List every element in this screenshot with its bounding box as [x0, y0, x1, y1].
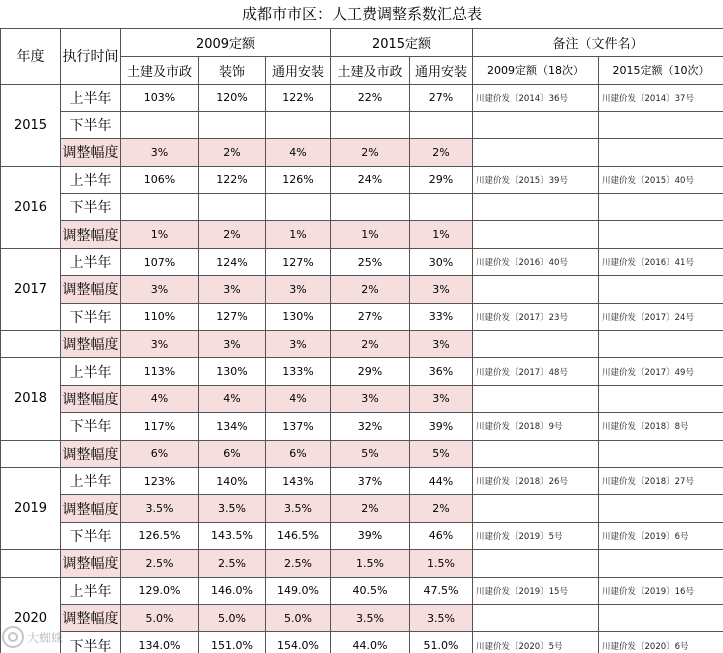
exec-time-header: 执行时间	[61, 28, 121, 84]
value-cell: 120%	[199, 84, 266, 111]
value-cell: 3%	[121, 139, 199, 166]
value-cell: 40.5%	[331, 577, 410, 604]
table-row	[1, 550, 723, 577]
value-cell: 3.5%	[199, 495, 266, 522]
value-cell: 6%	[199, 440, 266, 467]
table-row	[1, 139, 723, 166]
value-cell: 4%	[266, 385, 331, 412]
value-cell: 134.0%	[121, 632, 199, 653]
remark-2015-cell	[599, 495, 723, 522]
value-cell: 27%	[410, 84, 473, 111]
remark-2015-cell	[599, 276, 723, 303]
value-cell: 3%	[410, 385, 473, 412]
value-cell: 151.0%	[199, 632, 266, 653]
period-label: 上半年	[61, 84, 121, 111]
remark-2015-cell	[599, 194, 723, 221]
value-cell: 2%	[331, 495, 410, 522]
table-row	[1, 413, 723, 440]
value-cell: 1.5%	[331, 550, 410, 577]
remark-2015-cell	[599, 331, 723, 358]
value-cell: 126.5%	[121, 522, 199, 549]
value-cell: 2%	[410, 495, 473, 522]
year-cell: 2016	[1, 166, 61, 248]
table-row	[1, 303, 723, 330]
col-2009-deco: 装饰	[199, 56, 266, 84]
value-cell: 30%	[410, 248, 473, 275]
remark-2015-header: 2015定额（10次）	[599, 56, 723, 84]
period-label: 下半年	[61, 303, 121, 330]
value-cell	[331, 111, 410, 138]
value-cell: 154.0%	[266, 632, 331, 653]
value-cell: 106%	[121, 166, 199, 193]
year-cell: 2020	[1, 577, 61, 653]
value-cell: 5.0%	[199, 604, 266, 631]
table-row	[1, 84, 723, 111]
value-cell: 24%	[331, 166, 410, 193]
value-cell: 2.5%	[266, 550, 331, 577]
value-cell: 5.0%	[121, 604, 199, 631]
value-cell: 1.5%	[410, 550, 473, 577]
table-row	[1, 221, 723, 248]
value-cell: 47.5%	[410, 577, 473, 604]
value-cell: 46%	[410, 522, 473, 549]
value-cell: 2%	[199, 139, 266, 166]
adjustment-label: 调整幅度	[61, 331, 121, 358]
value-cell: 6%	[266, 440, 331, 467]
table-row	[1, 248, 723, 275]
remark-2015-cell	[599, 221, 723, 248]
value-cell: 130%	[199, 358, 266, 385]
value-cell: 1%	[331, 221, 410, 248]
value-cell: 1%	[410, 221, 473, 248]
remark-2009-cell	[473, 111, 599, 138]
remark-2015-cell	[599, 385, 723, 412]
remark-2009-cell: 川建价发〔2017〕23号	[473, 303, 599, 330]
value-cell: 32%	[331, 413, 410, 440]
remark-2009-cell	[473, 331, 599, 358]
value-cell: 126%	[266, 166, 331, 193]
value-cell: 29%	[410, 166, 473, 193]
value-cell: 27%	[331, 303, 410, 330]
period-label: 上半年	[61, 248, 121, 275]
value-cell	[266, 194, 331, 221]
value-cell: 3.5%	[121, 495, 199, 522]
adjustment-label: 调整幅度	[61, 385, 121, 412]
year-header: 年度	[1, 28, 61, 84]
value-cell: 3%	[199, 331, 266, 358]
remark-2009-header: 2009定额（18次）	[473, 56, 599, 84]
value-cell: 44.0%	[331, 632, 410, 653]
value-cell: 3%	[266, 331, 331, 358]
remark-2015-cell	[599, 604, 723, 631]
table-row	[1, 632, 723, 653]
value-cell	[199, 111, 266, 138]
value-cell: 25%	[331, 248, 410, 275]
value-cell	[266, 111, 331, 138]
value-cell: 146.5%	[266, 522, 331, 549]
value-cell: 33%	[410, 303, 473, 330]
value-cell: 36%	[410, 358, 473, 385]
remark-2009-cell	[473, 550, 599, 577]
table-row	[1, 358, 723, 385]
value-cell: 2.5%	[121, 550, 199, 577]
value-cell	[410, 111, 473, 138]
value-cell: 113%	[121, 358, 199, 385]
adjustment-label: 调整幅度	[61, 550, 121, 577]
remark-2009-cell: 川建价发〔2015〕39号	[473, 166, 599, 193]
table-row	[1, 276, 723, 303]
remark-2015-cell	[599, 139, 723, 166]
adjustment-label: 调整幅度	[61, 276, 121, 303]
value-cell: 2%	[199, 221, 266, 248]
value-cell: 127%	[199, 303, 266, 330]
adjustment-label: 调整幅度	[61, 221, 121, 248]
value-cell: 5.0%	[266, 604, 331, 631]
period-label: 下半年	[61, 522, 121, 549]
remark-2009-cell	[473, 194, 599, 221]
year-cell-empty	[1, 331, 61, 358]
value-cell: 146.0%	[199, 577, 266, 604]
value-cell: 6%	[121, 440, 199, 467]
value-cell: 129.0%	[121, 577, 199, 604]
remark-2009-cell: 川建价发〔2019〕15号	[473, 577, 599, 604]
value-cell: 37%	[331, 467, 410, 494]
period-label: 下半年	[61, 194, 121, 221]
value-cell: 127%	[266, 248, 331, 275]
remark-2015-cell: 川建价发〔2014〕37号	[599, 84, 723, 111]
value-cell: 1%	[266, 221, 331, 248]
remark-2009-cell: 川建价发〔2014〕36号	[473, 84, 599, 111]
remark-2015-cell: 川建价发〔2016〕41号	[599, 248, 723, 275]
value-cell: 3%	[410, 276, 473, 303]
remark-2009-cell	[473, 276, 599, 303]
remark-2015-cell: 川建价发〔2018〕8号	[599, 413, 723, 440]
value-cell: 3%	[331, 385, 410, 412]
adjustment-label: 调整幅度	[61, 604, 121, 631]
value-cell: 3.5%	[410, 604, 473, 631]
remark-2015-cell: 川建价发〔2017〕24号	[599, 303, 723, 330]
remarks-header: 备注（文件名）	[473, 28, 723, 56]
remark-2009-cell	[473, 221, 599, 248]
value-cell: 2%	[331, 139, 410, 166]
remark-2015-cell: 川建价发〔2019〕16号	[599, 577, 723, 604]
table-row	[1, 194, 723, 221]
remark-2009-cell: 川建价发〔2017〕48号	[473, 358, 599, 385]
value-cell	[410, 194, 473, 221]
col-2015-install: 通用安装	[410, 56, 473, 84]
value-cell: 134%	[199, 413, 266, 440]
table-row	[1, 495, 723, 522]
value-cell: 122%	[199, 166, 266, 193]
remark-2009-cell	[473, 495, 599, 522]
value-cell: 110%	[121, 303, 199, 330]
adjustment-label: 调整幅度	[61, 495, 121, 522]
value-cell: 107%	[121, 248, 199, 275]
period-label: 下半年	[61, 413, 121, 440]
value-cell	[331, 194, 410, 221]
value-cell: 123%	[121, 467, 199, 494]
group-2009-header: 2009定额	[121, 28, 331, 56]
value-cell: 2.5%	[199, 550, 266, 577]
value-cell: 2%	[331, 276, 410, 303]
period-label: 下半年	[61, 632, 121, 653]
remark-2015-cell	[599, 111, 723, 138]
value-cell: 143%	[266, 467, 331, 494]
group-2015-header: 2015定额	[331, 28, 473, 56]
remark-2009-cell	[473, 604, 599, 631]
watermark-text: 大蜘蛛	[27, 630, 64, 645]
remark-2009-cell: 川建价发〔2019〕5号	[473, 522, 599, 549]
table-row	[1, 111, 723, 138]
table-row	[1, 385, 723, 412]
table-row	[1, 166, 723, 193]
value-cell: 51.0%	[410, 632, 473, 653]
remark-2015-cell	[599, 550, 723, 577]
value-cell: 124%	[199, 248, 266, 275]
col-2015-civil: 土建及市政	[331, 56, 410, 84]
remark-2009-cell: 川建价发〔2018〕26号	[473, 467, 599, 494]
value-cell: 29%	[331, 358, 410, 385]
value-cell: 3%	[266, 276, 331, 303]
table-row	[1, 522, 723, 549]
adjustment-label: 调整幅度	[61, 440, 121, 467]
remark-2009-cell	[473, 385, 599, 412]
value-cell: 133%	[266, 358, 331, 385]
value-cell: 22%	[331, 84, 410, 111]
year-cell: 2017	[1, 248, 61, 330]
value-cell	[199, 194, 266, 221]
year-cell: 2015	[1, 84, 61, 166]
value-cell: 39%	[331, 522, 410, 549]
remark-2015-cell: 川建价发〔2018〕27号	[599, 467, 723, 494]
remark-2015-cell: 川建价发〔2019〕6号	[599, 522, 723, 549]
value-cell: 4%	[121, 385, 199, 412]
value-cell: 3%	[410, 331, 473, 358]
table-row	[1, 467, 723, 494]
remark-2009-cell	[473, 440, 599, 467]
value-cell: 5%	[410, 440, 473, 467]
period-label: 上半年	[61, 358, 121, 385]
period-label: 上半年	[61, 166, 121, 193]
adjustment-label: 调整幅度	[61, 139, 121, 166]
value-cell: 4%	[266, 139, 331, 166]
value-cell: 117%	[121, 413, 199, 440]
value-cell: 3%	[199, 276, 266, 303]
year-cell: 2018	[1, 358, 61, 440]
value-cell	[121, 111, 199, 138]
value-cell: 103%	[121, 84, 199, 111]
value-cell: 122%	[266, 84, 331, 111]
value-cell: 149.0%	[266, 577, 331, 604]
value-cell: 4%	[199, 385, 266, 412]
remark-2009-cell	[473, 139, 599, 166]
period-label: 上半年	[61, 577, 121, 604]
year-cell-empty	[1, 440, 61, 467]
table-title: 成都市市区：人工费调整系数汇总表	[1, 0, 723, 28]
value-cell: 130%	[266, 303, 331, 330]
value-cell	[121, 194, 199, 221]
col-2009-civil: 土建及市政	[121, 56, 199, 84]
value-cell: 143.5%	[199, 522, 266, 549]
value-cell: 3.5%	[266, 495, 331, 522]
watermark-logo-icon	[2, 626, 24, 648]
value-cell: 137%	[266, 413, 331, 440]
table-row	[1, 604, 723, 631]
watermark	[2, 625, 72, 649]
remark-2015-cell: 川建价发〔2017〕49号	[599, 358, 723, 385]
value-cell: 39%	[410, 413, 473, 440]
table-row	[1, 331, 723, 358]
remark-2009-cell: 川建价发〔2018〕9号	[473, 413, 599, 440]
value-cell: 2%	[331, 331, 410, 358]
value-cell: 3%	[121, 331, 199, 358]
year-cell: 2019	[1, 467, 61, 549]
value-cell: 1%	[121, 221, 199, 248]
table-row	[1, 577, 723, 604]
col-2009-install: 通用安装	[266, 56, 331, 84]
value-cell: 140%	[199, 467, 266, 494]
value-cell: 5%	[331, 440, 410, 467]
value-cell: 44%	[410, 467, 473, 494]
remark-2015-cell: 川建价发〔2015〕40号	[599, 166, 723, 193]
table-row	[1, 440, 723, 467]
year-cell-empty	[1, 550, 61, 577]
remark-2015-cell	[599, 440, 723, 467]
remark-2009-cell: 川建价发〔2016〕40号	[473, 248, 599, 275]
remark-2015-cell: 川建价发〔2020〕6号	[599, 632, 723, 653]
period-label: 上半年	[61, 467, 121, 494]
value-cell: 2%	[410, 139, 473, 166]
value-cell: 3%	[121, 276, 199, 303]
period-label: 下半年	[61, 111, 121, 138]
value-cell: 3.5%	[331, 604, 410, 631]
remark-2009-cell: 川建价发〔2020〕5号	[473, 632, 599, 653]
